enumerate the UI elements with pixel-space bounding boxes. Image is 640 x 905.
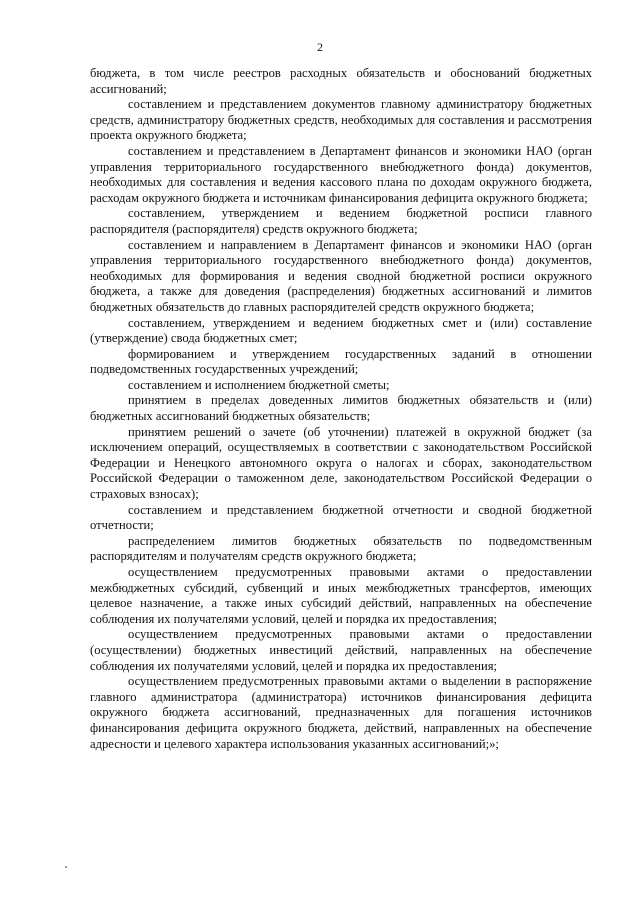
- paragraph-5: составлением и направлением в Департамент финансов и экономики НАО (орган управления территориального государственного внебюджетного фонда) документов, необходимых для формирования и ведения сводной бюджетной росписи окружного бюджета, а также для доведения (распределения) бюджетных ассигнований и лимитов бюджетных обязательств до главных распорядителей средств окружного бюджета;: [90, 237, 592, 314]
- paragraph-14: осуществлением предусмотренных правовыми актами о предоставлении (осуществлении) бюджетных инвестиций действий, направленных на обеспечение соблюдения их получателями условий, целей и порядка их предоставления;: [90, 627, 592, 673]
- document-body: [90, 66, 592, 752]
- paragraph-4: составлением, утверждением и ведением бюджетной росписи главного распорядителя (распорядителя) средств окружного бюджета;: [90, 206, 592, 236]
- paragraph-10: принятием решений о зачете (об уточнении) платежей в окружной бюджет (за исключением операций, осуществляемых в соответствии с законодательством Российской Федерации и Ненецкого автономного округа о налогах и сборах, законодательством Российской Федерации о таможенном деле, законодательством Российской Федерации о страховых взносах);: [90, 424, 592, 502]
- paragraph-9: принятием в пределах доведенных лимитов бюджетных обязательств и (или) бюджетных ассигнований бюджетных обязательств;: [90, 393, 592, 424]
- paragraph-1: бюджета, в том числе реестров расходных обязательств и обоснований бюджетных ассигнований;: [90, 66, 592, 96]
- paragraph-13: осуществлением предусмотренных правовыми актами о предоставлении межбюджетных субсидий, субвенций и иных межбюджетных трансфертов, имеющих целевое назначение, а также иных субсидий действий, направленных на обеспечение соблюдения их получателями условий, целей и порядка их предоставления;: [90, 565, 592, 626]
- margin-dot: [65, 866, 67, 868]
- paragraph-12: распределением лимитов бюджетных обязательств по подведомственным распорядителям и получателям средств окружного бюджета;: [90, 533, 592, 564]
- paragraph-6: составлением, утверждением и ведением бюджетных смет и (или) составление (утверждение) свода бюджетных смет;: [90, 315, 592, 346]
- paragraph-7: формированием и утверждением государственных заданий в отношении подведомственных государственных учреждений;: [90, 346, 592, 377]
- paragraph-15: осуществлением предусмотренных правовыми актами о выделении в распоряжение главного администратора (администратора) источников финансирования дефицита окружного бюджета ассигнований, предназначенных для погашения источников финансирования дефицита окружного бюджета, действий, направленных на обеспечение адресности и целевого характера использования указанных ассигнований;»;: [90, 674, 592, 751]
- paragraph-2: составлением и представлением документов главному администратору бюджетных средств, администратору бюджетных средств, необходимых для составления и рассмотрения проекта окружного бюджета;: [90, 97, 592, 143]
- page-number: 2: [317, 40, 323, 54]
- paragraph-11: составлением и представлением бюджетной отчетности и сводной бюджетной отчетности;: [90, 502, 592, 533]
- paragraph-8: составлением и исполнением бюджетной сметы;: [128, 377, 390, 392]
- paragraph-3: составлением и представлением в Департамент финансов и экономики НАО (орган управления территориального государственного внебюджетного фонда) документов, необходимых для составления и ведения кассового плана по доходам окружного бюджета, расходам окружного бюджета и источникам финансирования дефицита окружного бюджета;: [90, 143, 592, 205]
